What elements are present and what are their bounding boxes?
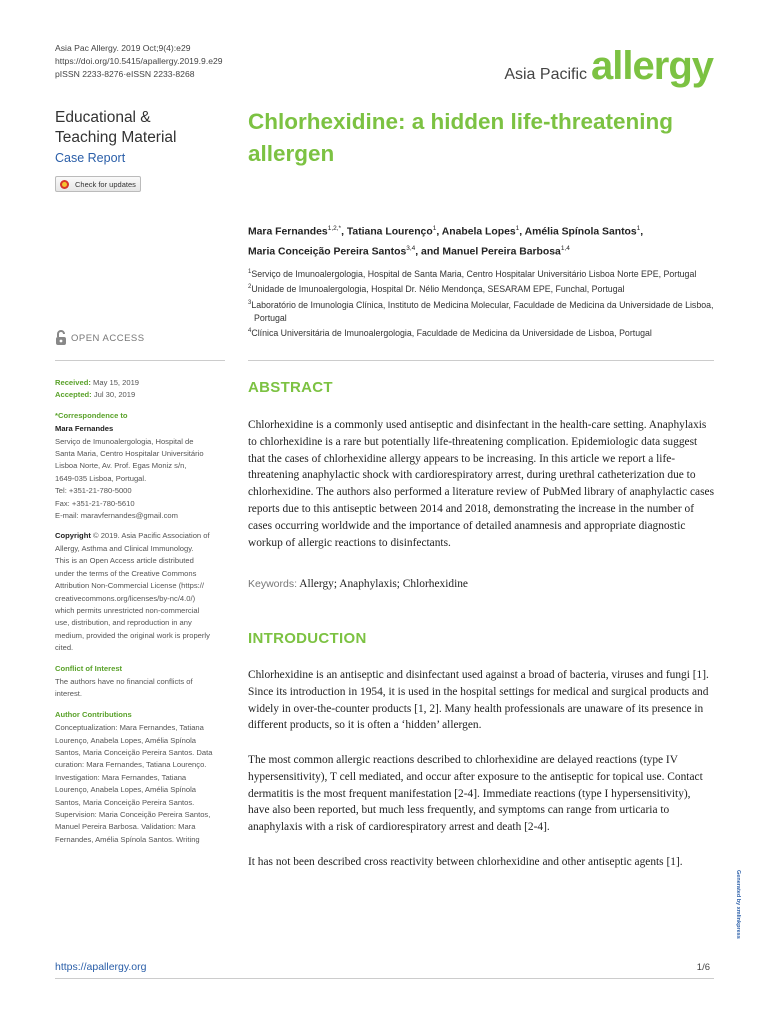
generated-by-text: Generated by xmlinkpress [735,870,741,939]
conflict-line: interest. [55,689,83,699]
author-sep: , [519,226,525,238]
open-access-badge [55,330,145,346]
correspondence-line: Fax: +351-21-780-5610 [55,498,135,508]
keywords [248,578,468,590]
contributions-line: Manuel Pereira Barbosa. Validation: Mara [55,822,196,832]
author-list [248,220,728,261]
copyright-text: © 2019. Asia Pacific Association of [92,531,210,541]
contributions-line: Santos, Maria Conceição Pereira Santos. [55,797,195,807]
abstract-text: Chlorhexidine is a commonly used antiseptic and disinfectant in the health-care setting. Anaphylaxis to chlorhexidine is a rare but potentially life-threatening complication. Epidemiologic data suggest that the cases of chlorhexidine allergy appears to be increasing. In this article we report a life-threatening anaphylactic shock with cardiorespiratory arrest, during urethral catheterization due to chlorhexidine. The authors also performed a literature review of PubMed library of anaphylactic cases reports due to this antiseptic between 2014 and 2018, demonstrating the increase in the number of cases occurring worldwide and the importance of detailed anamnesis and appropriate diagnostic workup of allergic reactions to disinfectants. [248,419,714,549]
main-divider [248,360,714,361]
article-type [55,108,215,148]
check-updates-button[interactable] [55,176,141,192]
affiliation-list [248,266,718,341]
journal-doi[interactable]: https://doi.org/10.5415/apallergy.2019.9.e29 [55,56,223,66]
article-title: Chlorhexidine: a hidden life-threatening allergen [248,109,674,166]
introduction-paragraph: Chlorhexidine is an antiseptic and disinfectant used against a broad of bacteria, viruses and fungi [1]. Since its introduction in 1954, it is used in the hospital settings for medical and surgical products and widely in over-the-counter products [1, 2]. Many health professionals are unaware of its presence in different products, so it is often a ‘hidden’ allergen. [248,669,709,732]
sidebar [55,377,235,846]
footer-journal-link[interactable]: https://apallergy.org [55,961,147,973]
open-access-label: OPEN ACCESS [71,332,145,344]
keywords-list: Allergy; Anaphylaxis; Chlorhexidine [299,578,468,590]
correspondence-heading: *Correspondence to [55,410,128,420]
affiliation-text: Serviço de Imunoalergologia, Hospital de Santa Maria, Centro Hospitalar Universitário Lisboa Norte EPE, Portugal [251,268,697,279]
article-subtype: Case Report [55,151,126,165]
open-lock-icon [55,330,67,346]
contributions-line: Supervision: Maria Conceição Pereira Santos, [55,810,211,819]
copyright-line [55,530,235,542]
copyright-license-link[interactable]: creativecommons.org/licenses/by-nc/4.0/) [55,593,196,603]
journal-citation: Asia Pac Allergy. 2019 Oct;9(4):e29 [55,43,191,53]
copyright-line: This is an Open Access article distributed [55,556,194,566]
copyright-line: which permits unrestricted non-commercial [55,605,200,615]
contributions-line: Lourenço, Anabela Lopes, Amélia Spínola [55,735,197,745]
journal-logo [504,46,713,86]
affiliation-text: Laboratório de Imunologia Clínica, Instituto de Medicina Molecular, Faculdade de Medicina da Universidade de Lisboa, Portugal [251,299,714,323]
affiliation-sup: 1 [248,269,252,275]
author-sep: , [341,226,347,238]
correspondence-line: 1649-035 Lisboa, Portugal. [55,473,147,483]
copyright-line: use, distribution, and reproduction in any [55,618,192,628]
author-sup: 1,2,* [327,225,342,232]
conflict-heading: Conflict of Interest [55,663,123,673]
affiliation-text: Clínica Universitária de Imunoalergologia, Faculdade de Medicina da Universidade de Lisboa, Portugal [251,328,652,339]
affiliation-sup: 4 [248,328,252,335]
affiliation [248,266,718,281]
correspondence-line: Tel: +351-21-780-5000 [55,486,132,496]
correspondence-line: Lisboa Norte, Av. Prof. Egas Moniz s/n, [55,461,187,471]
abstract-heading: ABSTRACT [248,379,333,396]
contributions-line: curation: Mara Fernandes, Tatiana Lourenço. [55,760,207,770]
accepted-label: Accepted: [55,390,92,400]
logo-big-text: allergy [591,44,713,88]
logo-small-text: Asia Pacific [504,66,588,83]
correspondence-line: Serviço de Imunoalergologia, Hospital de [55,436,194,446]
correspondence-email[interactable]: E-mail: maravfernandes@gmail.com [55,511,178,521]
copyright-line: Allergy, Asthma and Clinical Immunology. [55,543,194,553]
accepted-line [55,389,235,401]
affiliation [248,281,718,296]
affiliation-text: Unidade de Imunoalergologia, Hospital Dr. Nélio Mendonça, SESARAM EPE, Funchal, Portugal [251,284,625,295]
author-sep: , [436,226,442,238]
introduction-heading: INTRODUCTION [248,630,367,647]
contributions-heading: Author Contributions [55,709,132,719]
contributions-line: Lourenço, Anabela Lopes, Amélia Spínola [55,785,197,795]
introduction-paragraph: The most common allergic reactions described to chlorhexidine are delayed reactions (type IV hypersensitivity), T cell mediated, and occur after exposure to the antiseptic for topical use. Contact dermatitis is the most frequent manifestation [2-4]. Immediate reactions (type I hypersensitivity), have also been reported, but much less frequently, and symptoms can range from urticaria to anaphylaxis with a risk of cardiorespiratory arrest and death [2-4]. [248,754,703,834]
author-name: Amélia Spínola Santos [524,226,637,238]
keywords-label: Keywords: [248,578,298,590]
copyright-label: Copyright [55,531,91,541]
author-sup: 1,4 [560,245,570,253]
affiliation [248,325,718,340]
author-name: Anabela Lopes [441,226,516,238]
copyright-line: cited. [55,643,74,653]
journal-meta [55,42,223,81]
accepted-date: Jul 30, 2019 [93,390,136,400]
footer-divider [55,978,714,979]
author-sep: , and [415,246,443,258]
received-line [55,377,235,389]
received-date: May 15, 2019 [93,378,140,387]
sidebar-divider [55,360,225,361]
author-sup: 1 [515,225,520,232]
author-name: Mara Fernandes [248,226,328,238]
contributions-line: Santos, Maria Conceição Pereira Santos. Data [55,747,213,757]
page-number: 1/6 [696,962,710,973]
author-sup: 3,4 [406,245,416,253]
copyright-line: under the terms of the Creative Commons [55,568,197,578]
received-label: Received: [55,378,91,387]
author-name: Manuel Pereira Barbosa [442,246,561,258]
author-name: Tatiana Lourenço [346,226,433,238]
author-sep: , [640,226,644,238]
journal-issn: pISSN 2233-8276·eISSN 2233-8268 [55,69,195,79]
conflict-line: The authors have no financial conflicts of [55,676,193,686]
affiliation-sup: 2 [248,284,252,291]
author-sup: 1 [636,225,641,232]
generated-by-stamp [733,870,743,960]
introduction-paragraph: It has not been described cross reactivity between chlorhexidine and other antiseptic agents [1]. [248,856,683,868]
copyright-line: medium, provided the original work is properly [55,630,210,640]
copyright-line: Attribution Non-Commercial License (https:// [55,581,204,591]
correspondence-line: Santa Maria, Centro Hospitalar Universitário [55,449,204,459]
author-name: Maria Conceição Pereira Santos [248,246,407,258]
contributions-line: Investigation: Mara Fernandes, Tatiana [55,772,187,782]
affiliation [248,297,718,326]
contributions-line: Fernandes, Amélia Spínola Santos. Writing [55,834,200,844]
correspondence-name: Mara Fernandes [55,424,114,434]
affiliation-sup: 3 [248,299,252,306]
article-type-line: Educational & [55,109,151,126]
crossmark-icon [60,180,69,189]
check-updates-label: Check for updates [75,179,136,189]
contributions-line: Conceptualization: Mara Fernandes, Tatiana [55,723,204,733]
article-type-line: Teaching Material [55,129,177,146]
author-sup: 1 [432,225,437,232]
